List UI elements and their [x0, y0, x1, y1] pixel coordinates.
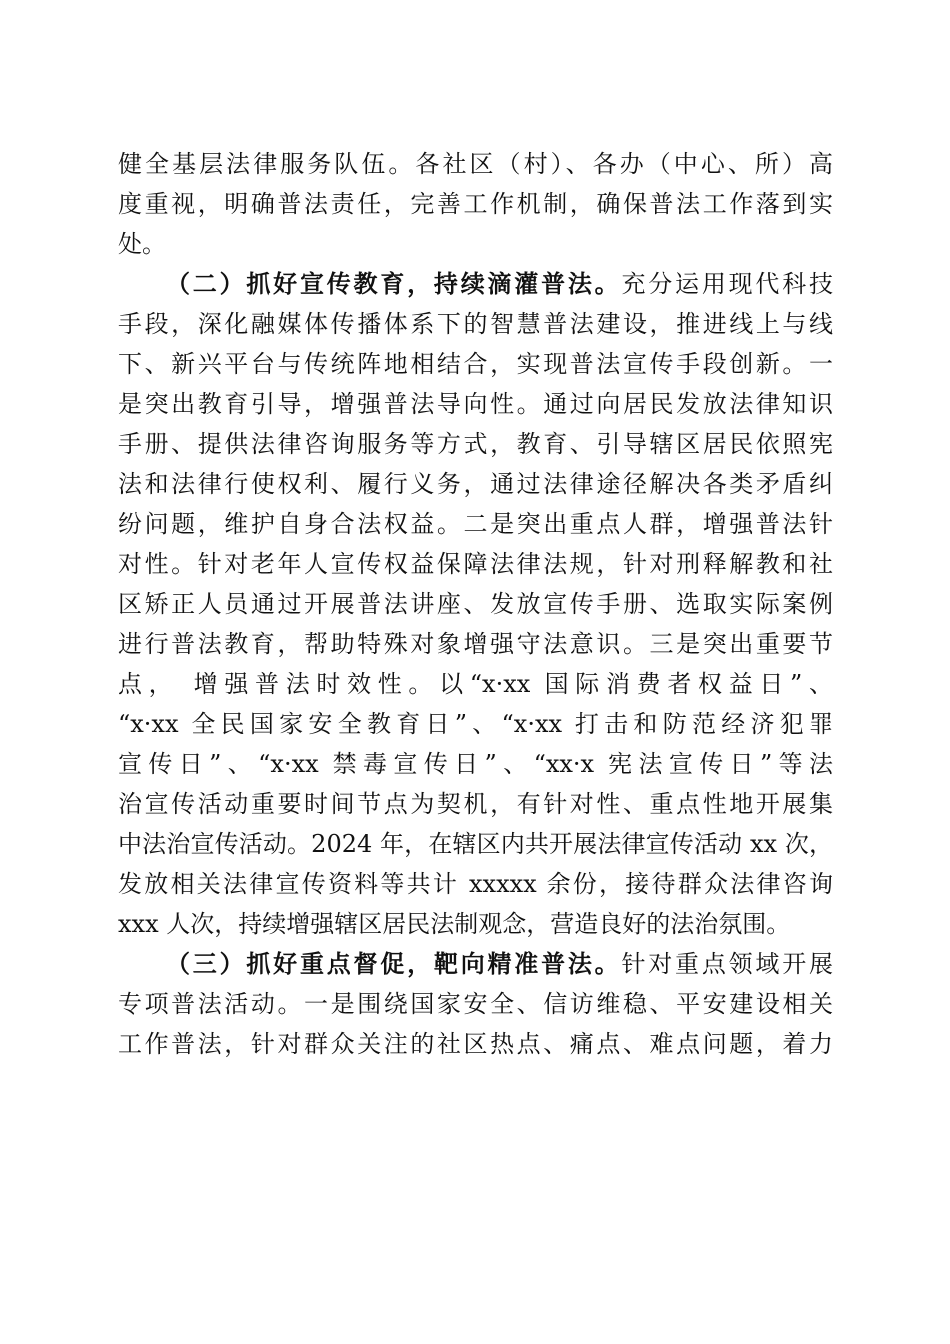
text-line: 法和法律行使权利、履行义务，通过法律途径解决各类矛盾纠	[118, 470, 833, 498]
text-line: 工作普法，针对群众关注的社区热点、痛点、难点问题，着力	[118, 1030, 833, 1058]
text-line: 健全基层法律服务队伍。各社区（村）、各办（中心、所）高	[118, 150, 833, 178]
text-line: 治宣传活动重要时间节点为契机，有针对性、重点性地开展集	[118, 790, 833, 818]
text-line: 区矫正人员通过开展普法讲座、发放宣传手册、选取实际案例	[118, 590, 833, 618]
heading-continuation: 充分运用现代科技	[621, 270, 834, 298]
text-line: 宣传日”、“x·xx 禁毒宣传日”、“xx·x 宪法宣传日”等法	[118, 750, 833, 778]
text-line: 纷问题，维护自身合法权益。二是突出重点人群，增强普法针	[118, 510, 833, 538]
text-line: 下、新兴平台与传统阵地相结合，实现普法宣传手段创新。一	[118, 350, 833, 378]
text-line: 是突出教育引导，增强普法导向性。通过向居民发放法律知识	[118, 390, 833, 418]
text-line: 度重视，明确普法责任，完善工作机制，确保普法工作落到实	[118, 190, 833, 218]
text-line: 进行普法教育，帮助特殊对象增强守法意识。三是突出重要节	[118, 630, 833, 658]
text-line: 处。	[118, 230, 166, 258]
text-line: 手册、提供法律咨询服务等方式，教育、引导辖区居民依照宪	[118, 430, 833, 458]
section-heading-3: （三）抓好重点督促，靶向精准普法。	[166, 949, 622, 978]
text-line: xxx 人次，持续增强辖区居民法制观念，营造良好的法治氛围。	[118, 910, 791, 938]
text-line: 对性。针对老年人宣传权益保障法律法规，针对刑释解教和社	[118, 550, 833, 578]
section-heading-line	[118, 264, 833, 304]
heading-continuation: 针对重点领域开展	[621, 950, 834, 978]
text-line: 点， 增强普法时效性。以“x·xx 国际消费者权益日”、	[118, 670, 833, 698]
body-text	[118, 144, 833, 1064]
text-line: 中法治宣传活动。2024 年，在辖区内共开展法律宣传活动 xx 次，	[118, 830, 833, 858]
section-heading-2: （二）抓好宣传教育，持续滴灌普法。	[166, 269, 622, 298]
text-line: 发放相关法律宣传资料等共计 xxxxx 余份，接待群众法律咨询	[118, 870, 833, 898]
text-line: 专项普法活动。一是围绕国家安全、信访维稳、平安建设相关	[118, 990, 833, 1018]
text-line: “x·xx 全民国家安全教育日”、“x·xx 打击和防范经济犯罪	[118, 710, 833, 738]
text-line: 手段，深化融媒体传播体系下的智慧普法建设，推进线上与线	[118, 310, 833, 338]
section-heading-line	[118, 944, 833, 984]
